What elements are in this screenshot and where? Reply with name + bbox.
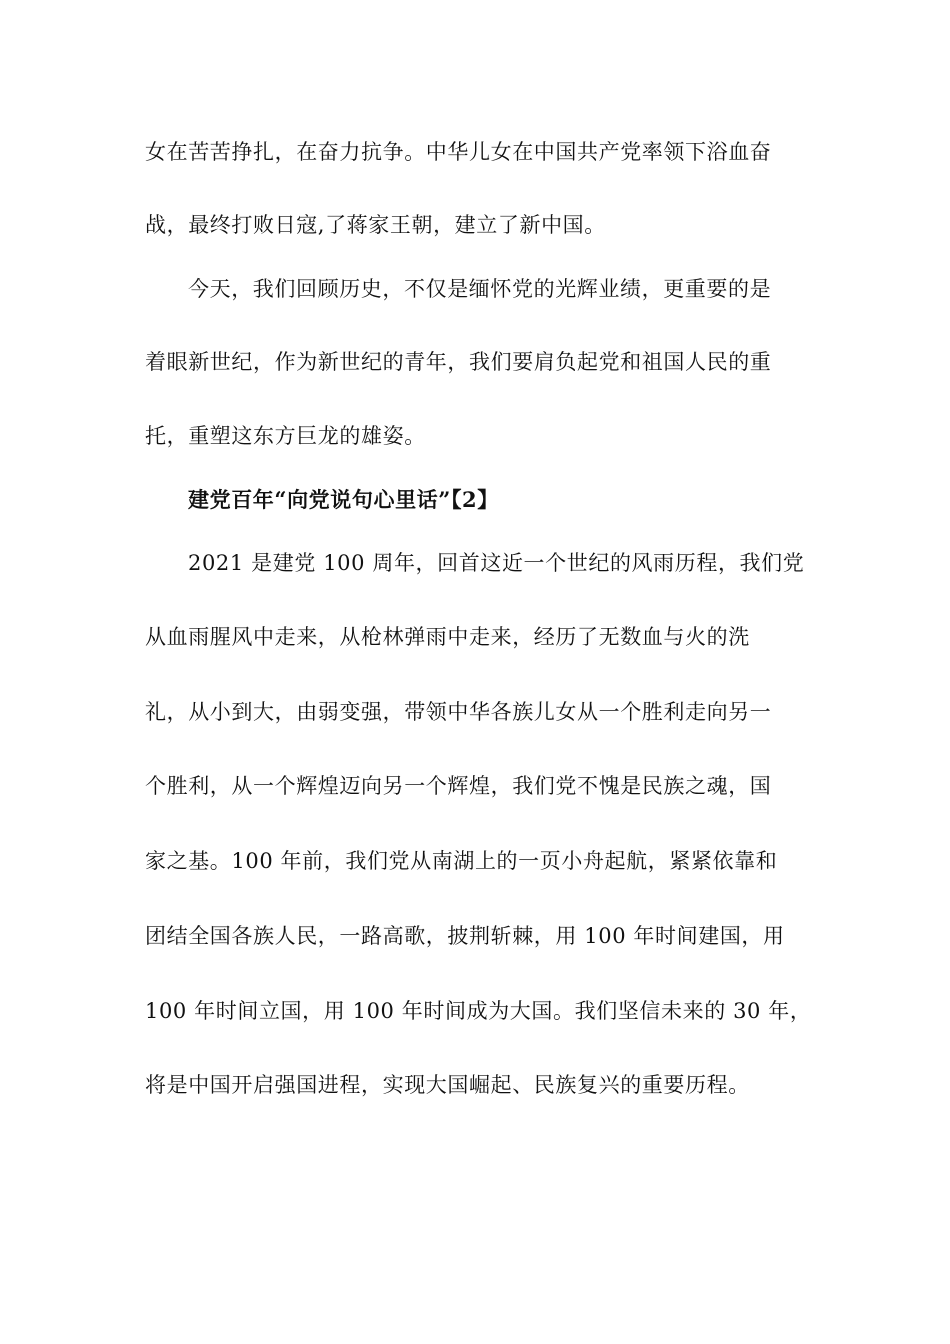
paragraph-3-line-4: 个胜利，从一个辉煌迈向另一个辉煌，我们党不愧是民族之魂，国: [145, 774, 772, 798]
paragraph-3-line-1: 2021 是建党 100 周年，回首这近一个世纪的风雨历程，我们党: [188, 551, 805, 575]
paragraph-3-line-3: 礼，从小到大，由弱变强，带领中华各族儿女从一个胜利走向另一: [145, 700, 772, 724]
paragraph-1-line-1: 女在苦苦挣扎，在奋力抗争。中华儿女在中国共产党率领下浴血奋: [145, 140, 772, 164]
paragraph-3-line-5: 家之基。100 年前，我们党从南湖上的一页小舟起航，紧紧依靠和: [145, 849, 778, 873]
paragraph-3-line-7: 100 年时间立国，用 100 年时间成为大国。我们坚信未来的 30 年，: [145, 999, 812, 1023]
paragraph-2-line-1: 今天，我们回顾历史，不仅是缅怀党的光辉业绩，更重要的是: [188, 277, 772, 301]
paragraph-1-line-2: 战，最终打败日寇,了蒋家王朝，建立了新中国。: [145, 213, 606, 237]
section-heading: 建党百年“向党说句心里话”【2】: [188, 487, 499, 512]
paragraph-3-line-6: 团结全国各族人民，一路高歌，披荆斩棘，用 100 年时间建国，用: [145, 924, 785, 948]
paragraph-2-line-2: 着眼新世纪，作为新世纪的青年，我们要肩负起党和祖国人民的重: [145, 350, 772, 374]
paragraph-3-line-8: 将是中国开启强国进程，实现大国崛起、民族复兴的重要历程。: [145, 1073, 750, 1097]
paragraph-3-line-2: 从血雨腥风中走来，从枪林弹雨中走来，经历了无数血与火的洗: [145, 625, 750, 649]
paragraph-2-line-3: 托，重塑这东方巨龙的雄姿。: [145, 424, 426, 448]
